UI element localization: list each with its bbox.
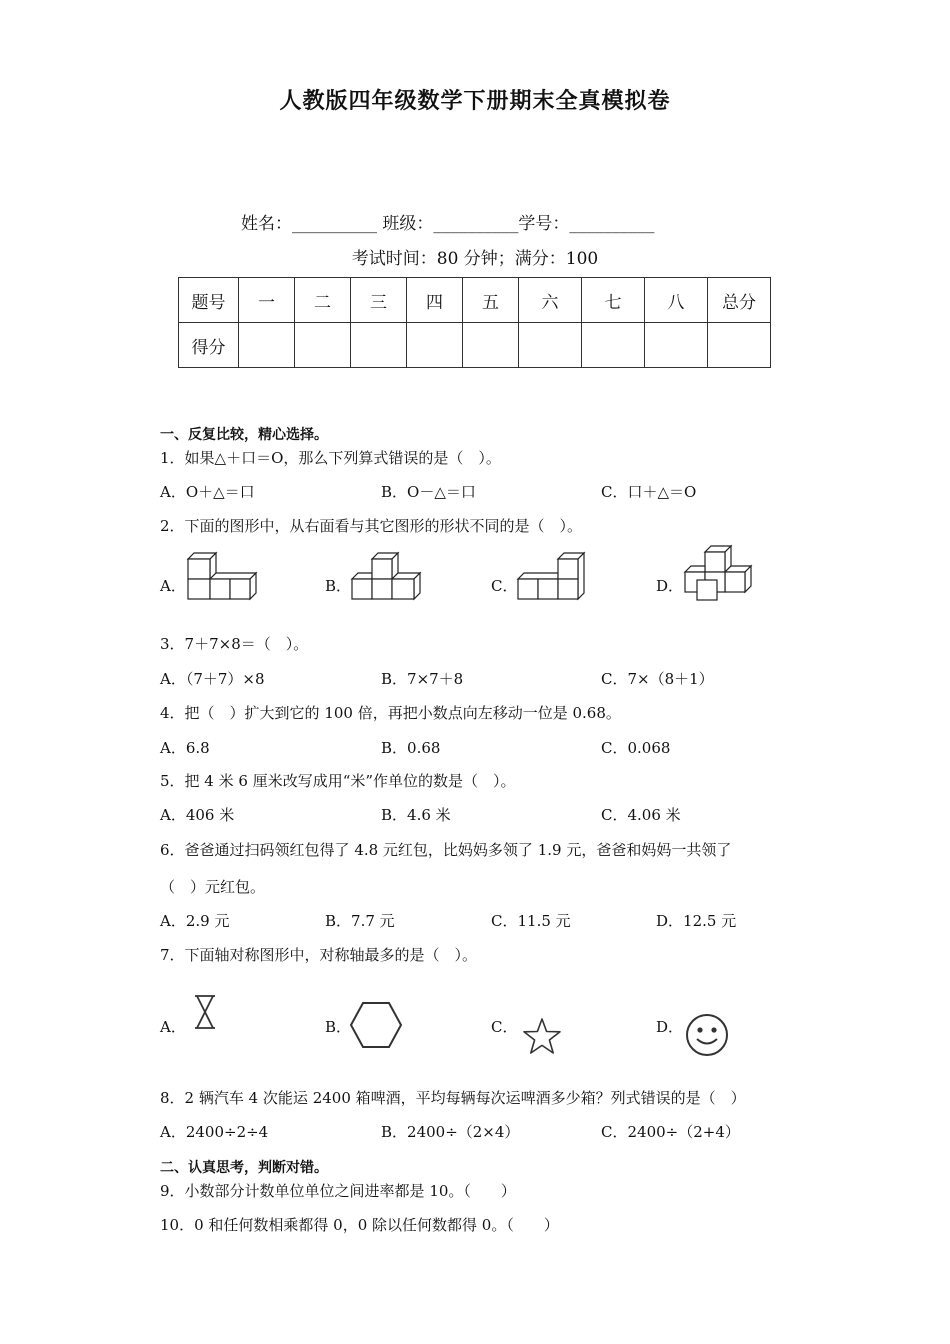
question-4-stem: 4．把（ ）扩大到它的 100 倍，再把小数点向左移动一位是 0.68。: [160, 704, 621, 722]
question-2-option-c[interactable]: C．: [491, 577, 518, 595]
hexagon-icon: [348, 1000, 404, 1050]
score-cell[interactable]: [519, 323, 582, 368]
question-7-option-a[interactable]: A．: [160, 1018, 186, 1036]
score-cell[interactable]: [295, 323, 351, 368]
section-heading-choice: 一、反复比较，精心选择。: [160, 427, 328, 443]
student-info-line: 姓名：__________ 班级：__________学号：__________: [241, 214, 655, 234]
score-row-label: 得分: [179, 323, 239, 368]
question-4-option-a[interactable]: A．6.8: [160, 739, 210, 757]
score-cell[interactable]: [582, 323, 645, 368]
score-header-cell: 六: [519, 278, 582, 323]
question-1-stem: 1．如果△＋口＝O，那么下列算式错误的是（ ）。: [160, 449, 501, 467]
score-cell[interactable]: [645, 323, 708, 368]
question-2-option-b[interactable]: B．: [325, 577, 352, 595]
score-header-cell: 八: [645, 278, 708, 323]
question-2-option-a[interactable]: A．: [160, 577, 186, 595]
question-6-option-c[interactable]: C．11.5 元: [491, 912, 571, 930]
score-cell[interactable]: [239, 323, 295, 368]
score-cell[interactable]: [407, 323, 463, 368]
question-9: 9．小数部分计数单位单位之间进率都是 10。（ ）: [160, 1182, 516, 1200]
question-6-stem-line1: 6．爸爸通过扫码领红包得了 4.8 元红包，比妈妈多领了 1.9 元，爸爸和妈妈一共领了: [160, 841, 732, 859]
question-7-option-b[interactable]: B．: [325, 1018, 352, 1036]
question-7-stem: 7．下面轴对称图形中，对称轴最多的是（ ）。: [160, 946, 478, 964]
question-2-stem: 2．下面的图形中，从右面看与其它图形的形状不同的是（ ）。: [160, 517, 583, 535]
cube-stack-a-icon: [186, 551, 258, 603]
question-10: 10．0 和任何数相乘都得 0，0 除以任何数都得 0。（ ）: [160, 1216, 559, 1234]
score-header-cell: 二: [295, 278, 351, 323]
question-5-option-b[interactable]: B．4.6 米: [381, 806, 451, 824]
question-3-stem: 3．7＋7×8＝（ ）。: [160, 635, 309, 653]
score-header-cell: 题号: [179, 278, 239, 323]
question-6-stem-line2: （ ）元红包。: [160, 878, 266, 896]
score-header-cell: 五: [463, 278, 519, 323]
score-header-cell: 七: [582, 278, 645, 323]
section-heading-judge: 二、认真思考，判断对错。: [160, 1160, 328, 1176]
question-5-option-c[interactable]: C．4.06 米: [601, 806, 681, 824]
question-4-option-c[interactable]: C．0.068: [601, 739, 671, 757]
score-table: [178, 277, 771, 368]
score-cell[interactable]: [463, 323, 519, 368]
question-7-option-d[interactable]: D．: [656, 1018, 684, 1036]
score-header-cell: 总分: [708, 278, 771, 323]
question-6-option-b[interactable]: B．7.7 元: [325, 912, 395, 930]
star-icon: [522, 1017, 562, 1055]
exam-info-line: 考试时间：80 分钟；满分：100: [351, 249, 599, 269]
hourglass-icon: [192, 993, 218, 1031]
score-cell[interactable]: [351, 323, 407, 368]
score-table-header-row: [179, 278, 771, 323]
question-8-option-a[interactable]: A．2400÷2÷4: [160, 1123, 269, 1141]
question-8-option-c[interactable]: C．2400÷（2+4）: [601, 1123, 740, 1141]
score-cell[interactable]: [708, 323, 771, 368]
question-3-option-a[interactable]: A．（7＋7）×8: [160, 670, 265, 688]
question-6-option-d[interactable]: D．12.5 元: [656, 912, 737, 930]
question-1-option-c[interactable]: C．口＋△＝O: [601, 483, 697, 501]
question-1-option-a[interactable]: A．O＋△＝口: [160, 483, 255, 501]
cube-stack-d-icon: [683, 544, 755, 602]
smiley-face-icon: [684, 1012, 730, 1058]
question-6-option-a[interactable]: A．2.9 元: [160, 912, 230, 930]
question-8-stem: 8．2 辆汽车 4 次能运 2400 箱啤酒，平均每辆每次运啤酒多少箱？列式错误的是（ ）: [160, 1089, 746, 1107]
score-header-cell: 三: [351, 278, 407, 323]
score-header-cell: 一: [239, 278, 295, 323]
page-title: 人教版四年级数学下册期末全真模拟卷: [279, 89, 671, 114]
cube-stack-b-icon: [350, 551, 422, 603]
question-1-option-b[interactable]: B．O－△＝口: [381, 483, 476, 501]
question-8-option-b[interactable]: B．2400÷（2×4）: [381, 1123, 520, 1141]
question-4-option-b[interactable]: B．0.68: [381, 739, 441, 757]
question-5-option-a[interactable]: A．406 米: [160, 806, 235, 824]
score-header-cell: 四: [407, 278, 463, 323]
question-5-stem: 5．把 4 米 6 厘米改写成用“米”作单位的数是（ ）。: [160, 772, 516, 790]
question-3-option-b[interactable]: B．7×7＋8: [381, 670, 464, 688]
question-2-option-d[interactable]: D．: [656, 577, 684, 595]
question-3-option-c[interactable]: C．7×（8＋1）: [601, 670, 714, 688]
cube-stack-c-icon: [516, 551, 588, 603]
question-7-option-c[interactable]: C．: [491, 1018, 518, 1036]
score-table-score-row: [179, 323, 771, 368]
